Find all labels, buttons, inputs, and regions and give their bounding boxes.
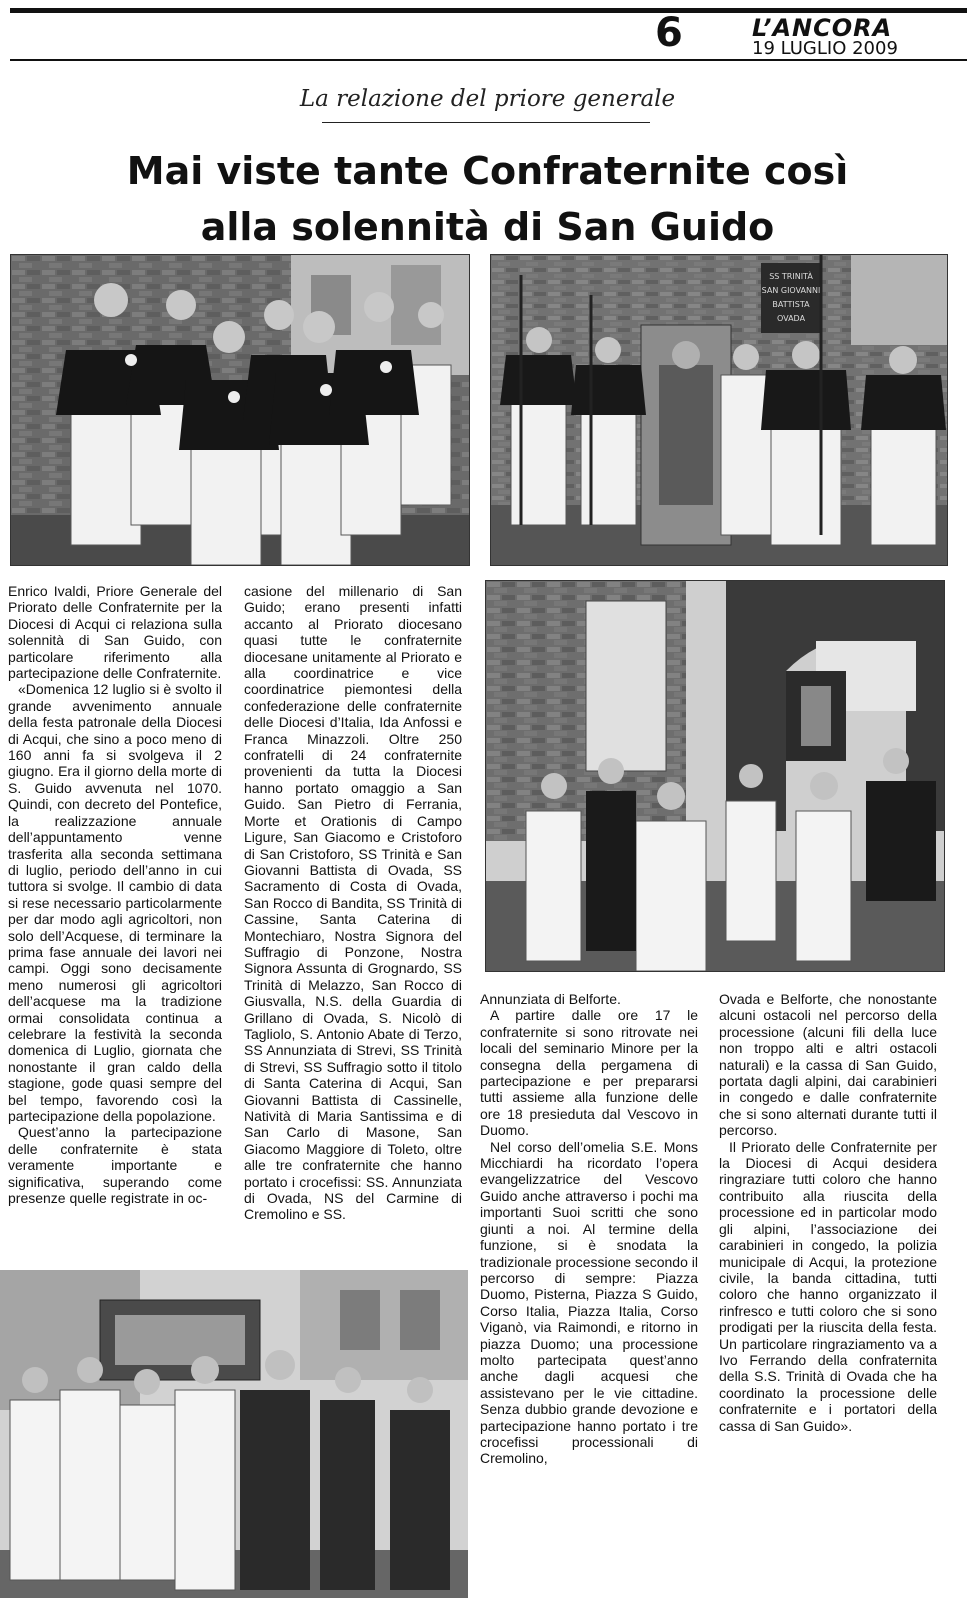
photo-confratelli-group — [10, 254, 470, 566]
paragraph: Ovada e Belforte, che nonostante alcuni ostacoli nel percorso della processione (alcuni fili della luce non troppo alti e altri ostacoli naturali) e la cassa di San Guido, portata dagli alpini, dai carabinieri in congedo e dalle confraternite che si sono alternati durante tutti il percorso. — [719, 991, 937, 1139]
page-number: 6 — [655, 10, 683, 56]
banner-text-3: BATTISTA — [772, 300, 810, 309]
article-column-3 — [480, 991, 698, 1467]
kicker-rule — [322, 122, 650, 123]
paragraph: Quest’anno la partecipazione delle confraternite è stata veramente importante e significativa, superando come presenze quelle registrate in oc- — [8, 1124, 222, 1207]
photo-procession-street — [485, 580, 945, 972]
paragraph: Annunziata di Belforte. — [480, 991, 621, 1007]
article-column-4 — [719, 991, 937, 1434]
newspaper-name: L’ANCORA — [752, 14, 893, 42]
paragraph: Il Priorato delle Confraternite per la Diocesi di Acqui desidera ringraziare tutti coloro che hanno contribuito alla riuscita della processione ed in particolar modo gli alpini, l’associazione dei carabinieri in congedo, la polizia municipale di Acqui, la protezione civile, la banda cittadina, tutti coloro che hanno organizzato il rinfresco e tutti coloro che si sono prodigati per la riuscita della festa. Un particolare ringraziamento va a Ivo Ferrando della confraternita della S.S. Trinità di Ovada che ha coordinato la processione delle confraternite e i portatori della cassa di San Guido». — [719, 1138, 937, 1434]
masthead-top-rule — [10, 8, 967, 13]
headline-line-2: alla solennità di San Guido — [200, 205, 775, 249]
masthead-bottom-rule — [10, 59, 967, 61]
article-kicker: La relazione del priore generale — [299, 86, 676, 112]
article-column-2 — [244, 583, 462, 1223]
paragraph: «Domenica 12 luglio si è svolto il grande avvenimento annuale della festa patronale della Diocesi di Acqui, che sino a poco meno di 160 anni fa si svolgeva il 2 giugno. Era il giorno della morte di S. Guido avvenuta nel 1070. Quindi, con decreto del Pontefice, la realizzazione annuale dell’appuntamento venne trasferita alla seconda settimana di luglio, periodo dell’anno in cui tuttora si svolge. Il cambio di data si rese necessario particolarmente per dar modo agli agricoltori, non solo dell’Acquese, di terminare la prima fase annuale dei lavori nei campi. Oggi sono decisamente meno numerosi gli agricoltori dell’acquese ma la tradizione ormai consolidata continua a celebrare la festività la seconda domenica di Luglio, giornata che nonostante il gran caldo della stagione, gode quasi sempre del bel tempo, favorendo così la partecipazione della popolazione. — [8, 681, 222, 1124]
banner-text-2: SAN GIOVANNI — [761, 286, 821, 295]
paragraph: Enrico Ivaldi, Priore Generale del Priorato delle Confraternite per la Diocesi di Acqui ci relaziona sulla solennità di San Guido, con particolare riferimento alla partecipazione delle Confraternite. — [8, 583, 222, 682]
issue-date: 19 LUGLIO 2009 — [752, 38, 898, 59]
paragraph: Nel corso dell’omelia S.E. Mons Micchiardi ha ricordato l’opera evangelizzatrice del Vescovo Guido anche attraverso i pochi ma importanti Suoi scritti che sono giunti a noi. Al termine della funzione, si è snodata la tradizionale processione secondo il percorso di sempre: Piazza Duomo, Pisterna, Piazza S Guido, Corso Italia, Piazza Italia, Corso Viganò, via Raimondi, e ritorno in piazza Duomo; una processione molto partecipata quest’anno anche dagli acquesi che assistevano per le vie cittadine. Senza dubbio grande devozione e partecipazione hanno portato i tre crocefissi processionali di Cremolino, — [480, 1138, 698, 1467]
paragraph: casione del millenario di San Guido; erano presenti infatti accanto al Priorato diocesano quasi tutte le confraternite diocesane unitamente al Priorato e alla coordinatrice e vice coordinatrice piemontesi della confederazione delle confraternite delle Diocesi d’Italia, Ida Anfossi e Franca Minazzoli. Oltre 250 confratelli di 24 confraternite provenienti da tutta la Diocesi hanno portato omaggio a San Guido. San Pietro di Ferrania, Morte et Orationis di Campo Ligure, San Giacomo e Cristoforo di San Cristoforo, SS Trinità e San Giovanni Battista di Ovada, SS Sacramento di Costa di Ovada, San Rocco di Bandita, SS Trinità di Cassine, Santa Caterina di Montechiaro, Nostra Signora del Suffragio di Ponzone, Nostra Signora Assunta di Grognardo, SS Trinità di Melazzo, San Rocco di Giusvalla, N.S. della Guardia di Grillano di Ovada, S. Nicolò di Tagliolo, S. Antonio Abate di Terzo, SS Annunziata di Strevi, SS Trinità di Strevi, SS Suffragio sotto il titolo di Santa Caterina di Acqui, San Giovanni Battista di Cassinelle, Natività di Maria Santissima e di San Carlo di Masone, San Giacomo Maggiore di Toleto, oltre alle tre confraternite che hanno portato i crocefissi: SS. Annunziata di Ovada, NS del Carmine di Cremolino e SS. — [244, 583, 462, 1223]
banner-text-4: OVADA — [776, 314, 806, 323]
photo-banner-procession — [490, 254, 948, 566]
paragraph: A partire dalle ore 17 le confraternite si sono ritrovate nei locali del seminario Minore per la consegna della pergamena di partecipazione e per prepararsi tutti assieme alla funzione delle ore 18 presieduta dal Vescovo in Duomo. — [480, 1007, 698, 1139]
article-column-1 — [8, 583, 222, 1206]
photo-cassa-san-guido — [0, 1270, 468, 1598]
headline-line-1: Mai viste tante Confraternite così — [126, 149, 849, 193]
article-headline — [0, 143, 975, 255]
banner-text-1: SS TRINITÀ — [769, 272, 813, 281]
